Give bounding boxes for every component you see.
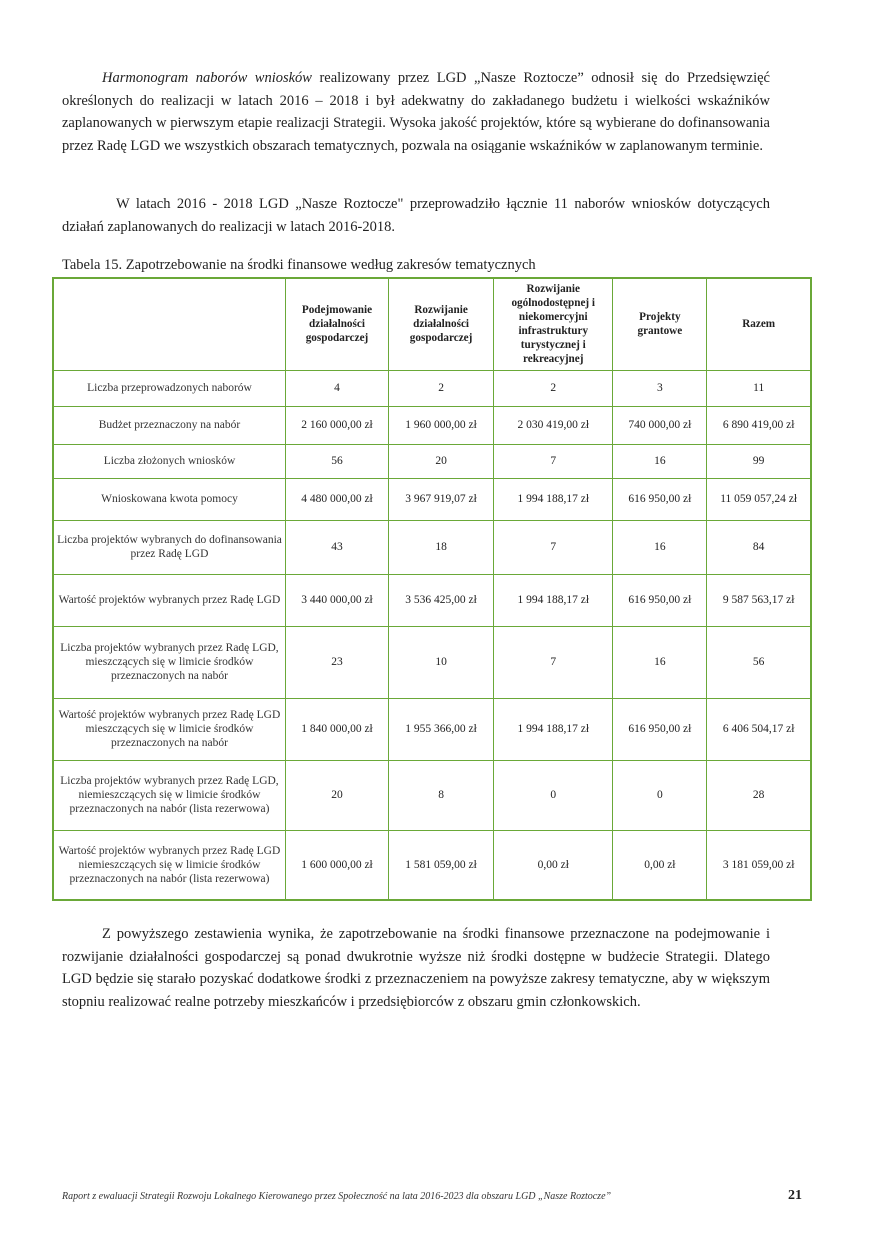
table-cell: 28 [707, 760, 811, 830]
table-cell: 20 [389, 444, 494, 478]
table-cell: 0,00 zł [613, 830, 707, 900]
table-cell: 0 [613, 760, 707, 830]
paragraph-calls-summary: W latach 2016 - 2018 LGD „Nasze Roztocze" przeprowadziło łącznie 11 naborów wniosków dotyczących działań zaplanowanych do realizacji w latach 2016-2018. [62, 196, 770, 235]
table-row [53, 520, 811, 574]
header-cell: Razem [707, 278, 811, 370]
paragraph-conclusion: Z powyższego zestawienia wynika, że zapotrzebowanie na środki finansowe przeznaczone na podejmowanie i rozwijanie działalności gospodarczej są ponad dwukrotnie wyższe niż środki dostępne w budżecie Strategii. Dlatego LGD będzie się starało pozyskać dodatkowe środki z przeznaczeniem na powyższe zakresy tematyczne, aby w większym stopniu realizować realne potrzeby mieszkańców i przedsiębiorców z obszaru gmin członkowskich. [62, 926, 770, 1010]
paragraph-intro [62, 67, 770, 157]
table-cell: 9 587 563,17 zł [707, 574, 811, 626]
table-cell: 0,00 zł [494, 830, 613, 900]
table-cell: 7 [494, 520, 613, 574]
header-cell: Projekty grantowe [613, 278, 707, 370]
row-label: Budżet przeznaczony na nabór [53, 406, 285, 444]
table-cell: 2 [494, 370, 613, 406]
row-label: Wartość projektów wybranych przez Radę LGD niemieszczących się w limicie środków przeznaczonych na nabór (lista rezerwowa) [53, 830, 285, 900]
table-cell: 616 950,00 zł [613, 574, 707, 626]
table-cell: 84 [707, 520, 811, 574]
table-cell: 3 181 059,00 zł [707, 830, 811, 900]
row-label: Liczba projektów wybranych przez Radę LGD, mieszczących się w limicie środków przeznaczonych na nabór [53, 626, 285, 698]
table-cell: 7 [494, 626, 613, 698]
table-cell: 4 [285, 370, 388, 406]
header-cell: Rozwijanie ogólnodostępnej i niekomercyjni infrastruktury turystycznej i rekreacyjnej [494, 278, 613, 370]
paragraph-intro-text: realizowany przez LGD „Nasze Roztocze” odnosił się do Przedsięwzięć określonych do realizacji w latach 2016 – 2018 i był adekwatny do zakładanego budżetu i wielkości wskaźników zaplanowanych w pierwszym etapie realizacji Strategii. Wysoka jakość projektów, które są wybierane do dofinansowania przez Radę LGD we wszystkich obszarach tematycznych, pozwala na osiąganie wskaźników w zaplanowanym terminie. [62, 70, 770, 154]
table-row [53, 370, 811, 406]
table-row [53, 574, 811, 626]
header-cell: Rozwijanie działalności gospodarczej [389, 278, 494, 370]
table-cell: 2 030 419,00 zł [494, 406, 613, 444]
row-label: Liczba przeprowadzonych naborów [53, 370, 285, 406]
table-row [53, 830, 811, 900]
table-cell: 23 [285, 626, 388, 698]
table-cell: 3 536 425,00 zł [389, 574, 494, 626]
table-cell: 3 440 000,00 zł [285, 574, 388, 626]
paragraph-intro-lead: Harmonogram naborów wniosków [102, 70, 312, 86]
table-row [53, 478, 811, 520]
table-cell: 20 [285, 760, 388, 830]
table-row [53, 406, 811, 444]
row-label: Liczba projektów wybranych przez Radę LGD, niemieszczących się w limicie środków przeznaczonych na nabór (lista rezerwowa) [53, 760, 285, 830]
table-cell: 10 [389, 626, 494, 698]
table-cell: 1 600 000,00 zł [285, 830, 388, 900]
table-cell: 3 [613, 370, 707, 406]
funding-table [52, 277, 812, 901]
table-cell: 1 840 000,00 zł [285, 698, 388, 760]
row-label: Wartość projektów wybranych przez Radę LGD mieszczących się w limicie środków przeznaczonych na nabór [53, 698, 285, 760]
table-caption: Tabela 15. Zapotrzebowanie na środki finansowe według zakresów tematycznych [62, 257, 536, 273]
table-cell: 1 994 188,17 zł [494, 698, 613, 760]
table-cell: 11 059 057,24 zł [707, 478, 811, 520]
table-header-row [53, 278, 811, 370]
row-label: Liczba projektów wybranych do dofinansowania przez Radę LGD [53, 520, 285, 574]
table-row [53, 760, 811, 830]
table-cell: 2 160 000,00 zł [285, 406, 388, 444]
table-row [53, 444, 811, 478]
table-cell: 43 [285, 520, 388, 574]
header-cell: Podejmowanie działalności gospodarczej [285, 278, 388, 370]
table-cell: 4 480 000,00 zł [285, 478, 388, 520]
table-cell: 740 000,00 zł [613, 406, 707, 444]
table-cell: 1 960 000,00 zł [389, 406, 494, 444]
table-cell: 1 581 059,00 zł [389, 830, 494, 900]
table-cell: 18 [389, 520, 494, 574]
table-cell: 7 [494, 444, 613, 478]
table-cell: 99 [707, 444, 811, 478]
table-cell: 16 [613, 626, 707, 698]
table-cell: 2 [389, 370, 494, 406]
table-cell: 6 406 504,17 zł [707, 698, 811, 760]
table-cell: 1 955 366,00 zł [389, 698, 494, 760]
table-cell: 6 890 419,00 zł [707, 406, 811, 444]
table-cell: 616 950,00 zł [613, 698, 707, 760]
row-label: Wnioskowana kwota pomocy [53, 478, 285, 520]
table-cell: 56 [285, 444, 388, 478]
table-cell: 3 967 919,07 zł [389, 478, 494, 520]
table-cell: 616 950,00 zł [613, 478, 707, 520]
page-number: 21 [788, 1188, 802, 1203]
table-cell: 0 [494, 760, 613, 830]
table-cell: 8 [389, 760, 494, 830]
table-cell: 16 [613, 520, 707, 574]
row-label: Wartość projektów wybranych przez Radę LGD [53, 574, 285, 626]
table-cell: 1 994 188,17 zł [494, 574, 613, 626]
table-cell: 56 [707, 626, 811, 698]
table-row [53, 698, 811, 760]
row-label: Liczba złożonych wniosków [53, 444, 285, 478]
header-cell [53, 278, 285, 370]
table-cell: 1 994 188,17 zł [494, 478, 613, 520]
table-cell: 11 [707, 370, 811, 406]
footer-title: Raport z ewaluacji Strategii Rozwoju Lokalnego Kierowanego przez Społeczność na lata 2016-2023 dla obszaru LGD „Nasze Roztocze” [62, 1191, 612, 1202]
table-row [53, 626, 811, 698]
table-cell: 16 [613, 444, 707, 478]
